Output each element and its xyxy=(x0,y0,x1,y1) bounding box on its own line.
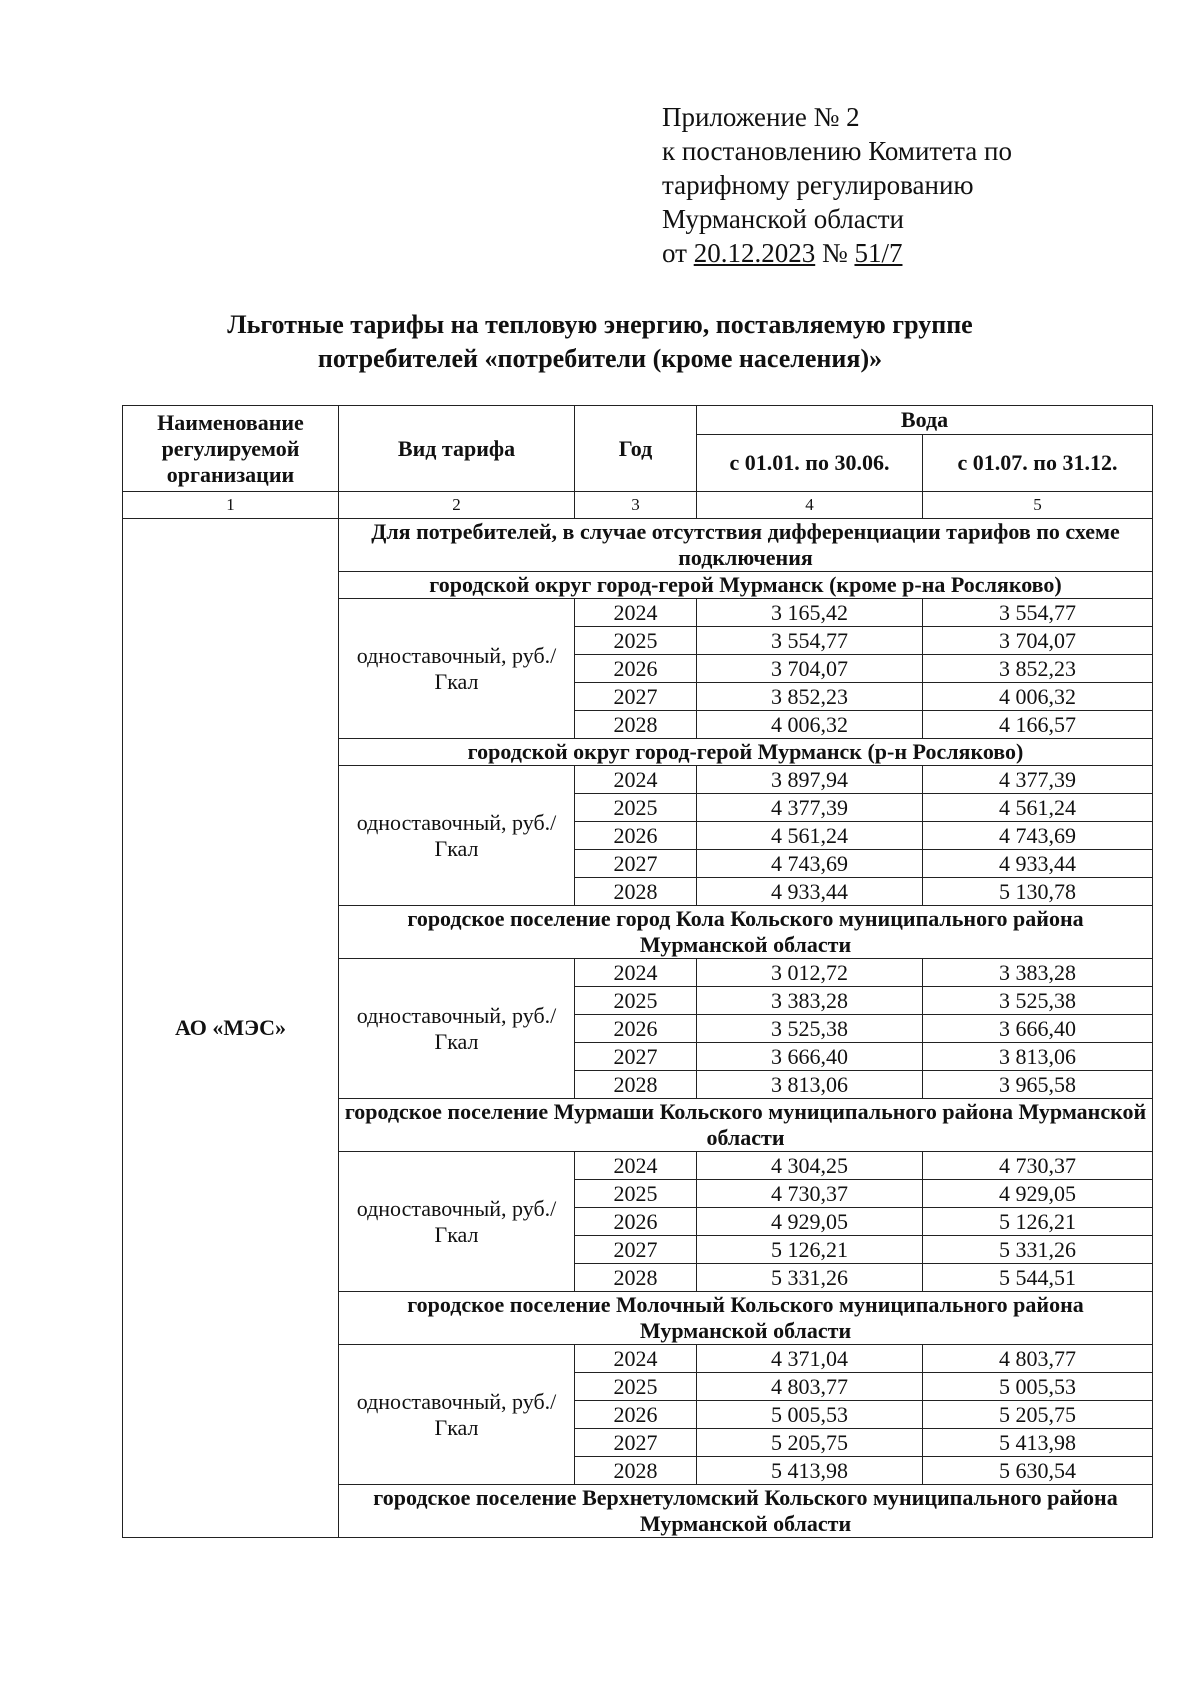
header-period-1: с 01.01. по 30.06. xyxy=(697,435,923,492)
value-period-1: 3 852,23 xyxy=(697,683,923,711)
index-row xyxy=(123,492,1153,519)
tariff-kind: одноставочный, руб./Гкал xyxy=(339,959,575,1099)
appendix-date-line xyxy=(662,236,1012,270)
value-period-2: 3 965,58 xyxy=(923,1071,1153,1099)
year-cell: 2026 xyxy=(575,1015,697,1043)
year-cell: 2024 xyxy=(575,959,697,987)
year-cell: 2025 xyxy=(575,627,697,655)
value-period-2: 4 730,37 xyxy=(923,1152,1153,1180)
appendix-line-3: тарифному регулированию xyxy=(662,170,974,200)
value-period-1: 3 383,28 xyxy=(697,987,923,1015)
year-cell: 2027 xyxy=(575,850,697,878)
page-title xyxy=(150,308,1050,376)
year-cell: 2026 xyxy=(575,822,697,850)
value-period-2: 5 005,53 xyxy=(923,1373,1153,1401)
value-period-1: 4 371,04 xyxy=(697,1345,923,1373)
header-kind: Вид тарифа xyxy=(339,406,575,492)
year-cell: 2028 xyxy=(575,878,697,906)
section-title: городское поселение Молочный Кольского муниципального района Мурманской области xyxy=(339,1292,1153,1345)
value-period-2: 3 383,28 xyxy=(923,959,1153,987)
year-cell: 2028 xyxy=(575,1264,697,1292)
year-cell: 2024 xyxy=(575,599,697,627)
year-cell: 2026 xyxy=(575,1208,697,1236)
value-period-2: 3 554,77 xyxy=(923,599,1153,627)
appendix-line-1: Приложение № 2 xyxy=(662,102,860,132)
value-period-2: 3 525,38 xyxy=(923,987,1153,1015)
index-cell: 3 xyxy=(575,492,697,519)
preamble-cell: Для потребителей, в случае отсутствия дифференциации тарифов по схеме подключения xyxy=(339,519,1153,572)
year-cell: 2025 xyxy=(575,1373,697,1401)
organization-cell: АО «МЭС» xyxy=(123,519,339,1538)
decree-date: 20.12.2023 xyxy=(693,238,816,268)
preamble-row xyxy=(123,519,1153,572)
value-period-2: 5 205,75 xyxy=(923,1401,1153,1429)
value-period-1: 4 743,69 xyxy=(697,850,923,878)
value-period-1: 3 012,72 xyxy=(697,959,923,987)
section-title: городское поселение Мурмаши Кольского муниципального района Мурманской области xyxy=(339,1099,1153,1152)
value-period-2: 4 929,05 xyxy=(923,1180,1153,1208)
value-period-2: 4 166,57 xyxy=(923,711,1153,739)
value-period-2: 5 331,26 xyxy=(923,1236,1153,1264)
value-period-1: 5 126,21 xyxy=(697,1236,923,1264)
year-cell: 2026 xyxy=(575,655,697,683)
value-period-2: 5 413,98 xyxy=(923,1429,1153,1457)
value-period-2: 5 126,21 xyxy=(923,1208,1153,1236)
value-period-1: 3 666,40 xyxy=(697,1043,923,1071)
year-cell: 2027 xyxy=(575,683,697,711)
year-cell: 2025 xyxy=(575,1180,697,1208)
section-title: городской округ город-герой Мурманск (р-н Росляково) xyxy=(339,739,1153,766)
index-cell: 1 xyxy=(123,492,339,519)
header-year: Год xyxy=(575,406,697,492)
value-period-1: 4 803,77 xyxy=(697,1373,923,1401)
value-period-2: 3 852,23 xyxy=(923,655,1153,683)
value-period-2: 4 377,39 xyxy=(923,766,1153,794)
year-cell: 2024 xyxy=(575,766,697,794)
value-period-2: 4 803,77 xyxy=(923,1345,1153,1373)
index-cell: 2 xyxy=(339,492,575,519)
tariff-kind: одноставочный, руб./Гкал xyxy=(339,1152,575,1292)
year-cell: 2027 xyxy=(575,1043,697,1071)
value-period-1: 4 304,25 xyxy=(697,1152,923,1180)
number-sign: № xyxy=(815,238,855,268)
value-period-1: 3 813,06 xyxy=(697,1071,923,1099)
section-title: городское поселение Верхнетуломский Кольского муниципального района Мурманской области xyxy=(339,1485,1153,1538)
value-period-1: 3 525,38 xyxy=(697,1015,923,1043)
year-cell: 2024 xyxy=(575,1152,697,1180)
value-period-1: 4 561,24 xyxy=(697,822,923,850)
header-water: Вода xyxy=(697,406,1153,435)
year-cell: 2025 xyxy=(575,987,697,1015)
tariff-table xyxy=(122,405,1153,1538)
year-cell: 2028 xyxy=(575,1071,697,1099)
date-prefix: от xyxy=(662,238,694,268)
section-title: городское поселение город Кола Кольского муниципального района Мурманской области xyxy=(339,906,1153,959)
value-period-1: 3 704,07 xyxy=(697,655,923,683)
section-title: городской округ город-герой Мурманск (кроме р-на Росляково) xyxy=(339,572,1153,599)
year-cell: 2024 xyxy=(575,1345,697,1373)
year-cell: 2025 xyxy=(575,794,697,822)
value-period-1: 5 205,75 xyxy=(697,1429,923,1457)
value-period-2: 3 704,07 xyxy=(923,627,1153,655)
appendix-block xyxy=(662,100,1012,270)
value-period-2: 3 813,06 xyxy=(923,1043,1153,1071)
value-period-2: 4 561,24 xyxy=(923,794,1153,822)
year-cell: 2028 xyxy=(575,1457,697,1485)
decree-number: 51/7 xyxy=(854,238,903,268)
value-period-1: 5 331,26 xyxy=(697,1264,923,1292)
header-period-2: с 01.07. по 31.12. xyxy=(923,435,1153,492)
tariff-kind: одноставочный, руб./Гкал xyxy=(339,599,575,739)
tariff-kind: одноставочный, руб./Гкал xyxy=(339,1345,575,1485)
header-row xyxy=(123,406,1153,435)
value-period-1: 4 006,32 xyxy=(697,711,923,739)
appendix-line-2: к постановлению Комитета по xyxy=(662,136,1012,166)
year-cell: 2027 xyxy=(575,1429,697,1457)
value-period-1: 4 933,44 xyxy=(697,878,923,906)
tariff-kind: одноставочный, руб./Гкал xyxy=(339,766,575,906)
value-period-2: 5 544,51 xyxy=(923,1264,1153,1292)
appendix-line-4: Мурманской области xyxy=(662,204,904,234)
year-cell: 2026 xyxy=(575,1401,697,1429)
value-period-2: 3 666,40 xyxy=(923,1015,1153,1043)
year-cell: 2028 xyxy=(575,711,697,739)
index-cell: 5 xyxy=(923,492,1153,519)
value-period-1: 3 897,94 xyxy=(697,766,923,794)
value-period-1: 5 005,53 xyxy=(697,1401,923,1429)
header-org: Наименование регулируемой организации xyxy=(123,406,339,492)
value-period-1: 4 377,39 xyxy=(697,794,923,822)
title-line-1: Льготные тарифы на тепловую энергию, поставляемую группе xyxy=(227,310,973,339)
year-cell: 2027 xyxy=(575,1236,697,1264)
value-period-2: 5 630,54 xyxy=(923,1457,1153,1485)
value-period-1: 3 165,42 xyxy=(697,599,923,627)
value-period-1: 4 929,05 xyxy=(697,1208,923,1236)
value-period-1: 5 413,98 xyxy=(697,1457,923,1485)
value-period-1: 3 554,77 xyxy=(697,627,923,655)
value-period-2: 4 743,69 xyxy=(923,822,1153,850)
title-line-2: потребителей «потребители (кроме населения)» xyxy=(317,344,883,373)
value-period-1: 4 730,37 xyxy=(697,1180,923,1208)
value-period-2: 5 130,78 xyxy=(923,878,1153,906)
value-period-2: 4 006,32 xyxy=(923,683,1153,711)
index-cell: 4 xyxy=(697,492,923,519)
value-period-2: 4 933,44 xyxy=(923,850,1153,878)
